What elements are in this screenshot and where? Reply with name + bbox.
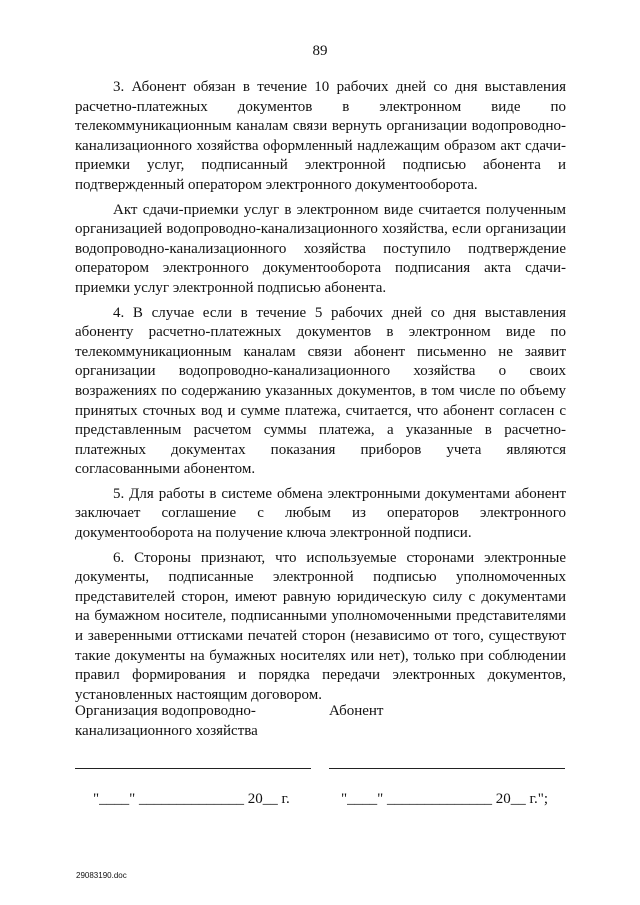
signature-label-subscriber: Абонент [329,703,384,719]
paragraph-act: Акт сдачи-приемки услуг в электронном виде считается полученным организацией водопроводно-канализационного хозяйства, если организации водопроводно-канализационного хозяйства поступило подтверждение оператором электронного документооборота подписания акта сдачи-приемки услуг электронной подписью абонента. [75,201,566,296]
footer-doc-id: 29083190.doc [76,871,127,880]
signature-line-subscriber [329,768,565,769]
paragraph-4: 4. В случае если в течение 5 рабочих дней со дня выставления абоненту расчетно-платежных документов в электронном виде по телекоммуникационным каналам связи абонент письменно не заявит организации водопроводно-канализационного хозяйства о своих возражениях по содержанию указанных документов, в том числе по объему принятых сточных вод и сумме платежа, считается, что абонент согласен с представленным расчетом суммы платежа, а указанные в расчетно-платежных документах показания приборов учета являются согласованными абонентом. [75,304,566,478]
signature-label-organization: Организация водопроводно-канализационного хозяйства [75,703,258,739]
date-line-subscriber: "____" ______________ 20__ г."; [341,791,548,807]
paragraph-6: 6. Стороны признают, что используемые сторонами электронные документы, подписанные электронной подписью уполномоченных представителей сторон, имеют равную юридическую силу с документами на бумажном носителе, подписанными уполномоченными представителями и заверенными оттисками печатей сторон (независимо от того, существуют такие документы на бумажных носителях или нет), только при соблюдении правил формирования и порядка передачи электронных документов, установленных настоящим договором. [75,549,566,703]
page-number: 89 [312,43,328,59]
date-line-organization: "____" ______________ 20__ г. [93,791,290,807]
paragraph-5: 5. Для работы в системе обмена электронными документами абонент заключает соглашение с любым из операторов электронного документооборота на получение ключа электронной подписи. [75,485,566,542]
paragraph-3: 3. Абонент обязан в течение 10 рабочих дней со дня выставления расчетно-платежных документов в электронном виде по телекоммуникационным каналам связи вернуть организации водопроводно-канализационного хозяйства оформленный надлежащим образом акт сдачи-приемки услуг, подписанный электронной подписью абонента и подтвержденный оператором электронного документооборота. [75,79,566,193]
signature-line-organization [75,768,311,769]
document-body [75,78,566,710]
